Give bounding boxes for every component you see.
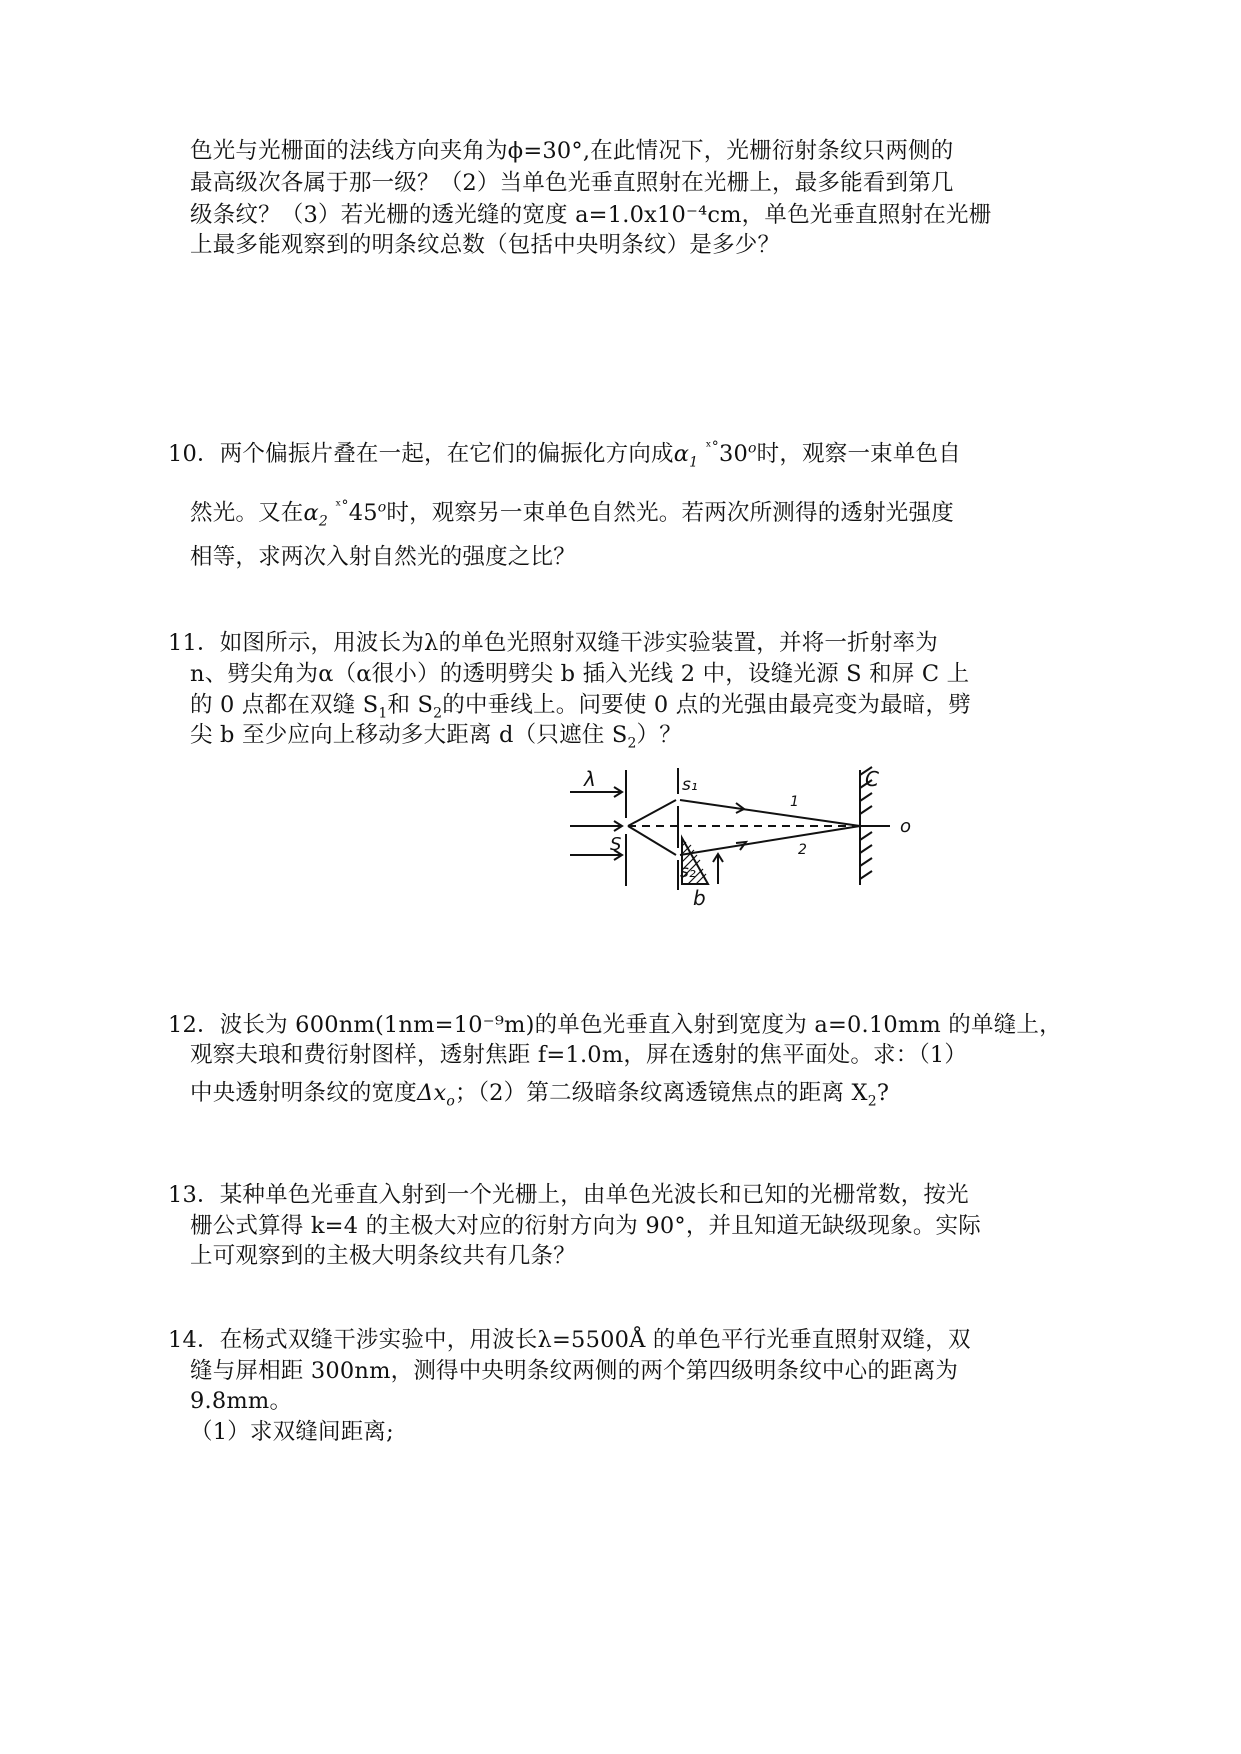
q13-line-1: 13．某种单色光垂直入射到一个光栅上，由单色光波长和已知的光栅常数，按光 bbox=[168, 1182, 969, 1208]
q9-line-3: 级条纹？（3）若光栅的透光缝的宽度 a=1.0x10⁻⁴cm，单色光垂直照射在光栅 bbox=[190, 202, 992, 228]
label-lambda: λ bbox=[584, 767, 596, 791]
q14-line-3: 9.8mm。 bbox=[190, 1388, 293, 1414]
q11-line-4: 尖 b 至少应向上移动多大距离 d（只遮住 $S_2$）？ bbox=[190, 722, 682, 752]
label-s: S bbox=[610, 834, 622, 855]
question-number: 11． bbox=[168, 630, 220, 656]
q9-line-2: 最高级次各属于那一级？（2）当单色光垂直照射在光栅上，最多能看到第几 bbox=[190, 170, 954, 196]
label-c: C bbox=[865, 767, 879, 791]
question-number: 12． bbox=[168, 1012, 220, 1038]
q9-line-1: 色光与光栅面的法线方向夹角为ϕ=30°,在此情况下，光栅衍射条纹只两侧的 bbox=[190, 138, 954, 164]
question-number: 10． bbox=[168, 441, 220, 467]
ray-2 bbox=[680, 826, 860, 855]
label-ray-2: 2 bbox=[798, 842, 807, 858]
alpha-symbol: $\alpha_2$ bbox=[303, 500, 329, 530]
q13-line-3: 上可观察到的主极大明条纹共有几条？ bbox=[190, 1243, 576, 1269]
q12-line-2: 观察夫琅和费衍射图样，透射焦距 f=1.0m，屏在透射的焦平面处。求：（1） bbox=[190, 1042, 968, 1068]
q10-line-1: 10．两个偏振片叠在一起，在它们的偏振化方向成$\alpha_1$ $^{ˣ^\circ}$30$^o$时，观察一束单色自 bbox=[168, 439, 961, 471]
ray-to-s1 bbox=[628, 800, 676, 826]
label-o: o bbox=[900, 816, 912, 837]
q13-line-2: 栅公式算得 k=4 的主极大对应的衍射方向为 90°，并且知道无缺级现象。实际 bbox=[190, 1213, 981, 1239]
label-ray-1: 1 bbox=[790, 794, 799, 810]
equals-mark: ˣ° bbox=[335, 498, 349, 514]
q10-line-3: 相等，求两次入射自然光的强度之比？ bbox=[190, 544, 576, 570]
question-number: 13． bbox=[168, 1182, 220, 1208]
label-b: b bbox=[693, 886, 706, 910]
q10-line-2: 然光。又在$\alpha_2$ $^{ˣ^\circ}$45$^o$时，观察另一束单色自然光。若两次所测得的透射光强度 bbox=[190, 498, 954, 530]
q11-line-2: n、劈尖角为α（α很小）的透明劈尖 b 插入光线 2 中，设缝光源 S 和屏 C 上 bbox=[190, 661, 970, 687]
q14-line-1: 14．在杨式双缝干涉实验中，用波长λ=5500Å 的单色平行光垂直照射双缝，双 bbox=[168, 1327, 971, 1353]
q11-line-3: 的 0 点都在双缝 $S_1$和 $S_2$的中垂线上。问要使 0 点的光强由最亮变为最暗，劈 bbox=[190, 692, 971, 722]
double-slit-figure bbox=[560, 760, 930, 910]
ray-1 bbox=[680, 800, 860, 826]
q12-line-1: 12．波长为 600nm(1nm=10⁻⁹m)的单色光垂直入射到宽度为 a=0.10mm 的单缝上， bbox=[168, 1012, 1062, 1038]
equals-mark: ˣ° bbox=[705, 439, 719, 455]
question-number: 14． bbox=[168, 1327, 220, 1353]
q12-line-3: 中央透射明条纹的宽度$\Delta x_o$；（2）第二级暗条纹离透镜焦点的距离 $X_2$? bbox=[190, 1080, 890, 1110]
label-s2: s₂ bbox=[680, 862, 696, 882]
label-s1: s₁ bbox=[682, 775, 698, 795]
ray-to-s2 bbox=[628, 826, 676, 855]
delta-x-symbol: $\Delta x_o$ bbox=[417, 1080, 455, 1110]
alpha-symbol: $\alpha_1$ bbox=[673, 441, 699, 471]
q14-line-4: （1）求双缝间距离; bbox=[190, 1419, 394, 1445]
q9-line-4: 上最多能观察到的明条纹总数（包括中央明条纹）是多少？ bbox=[190, 232, 781, 258]
q11-line-1: 11．如图所示，用波长为λ的单色光照射双缝干涉实验装置，并将一折射率为 bbox=[168, 630, 938, 656]
q14-line-2: 缝与屏相距 300nm，测得中央明条纹两侧的两个第四级明条纹中心的距离为 bbox=[190, 1358, 959, 1384]
